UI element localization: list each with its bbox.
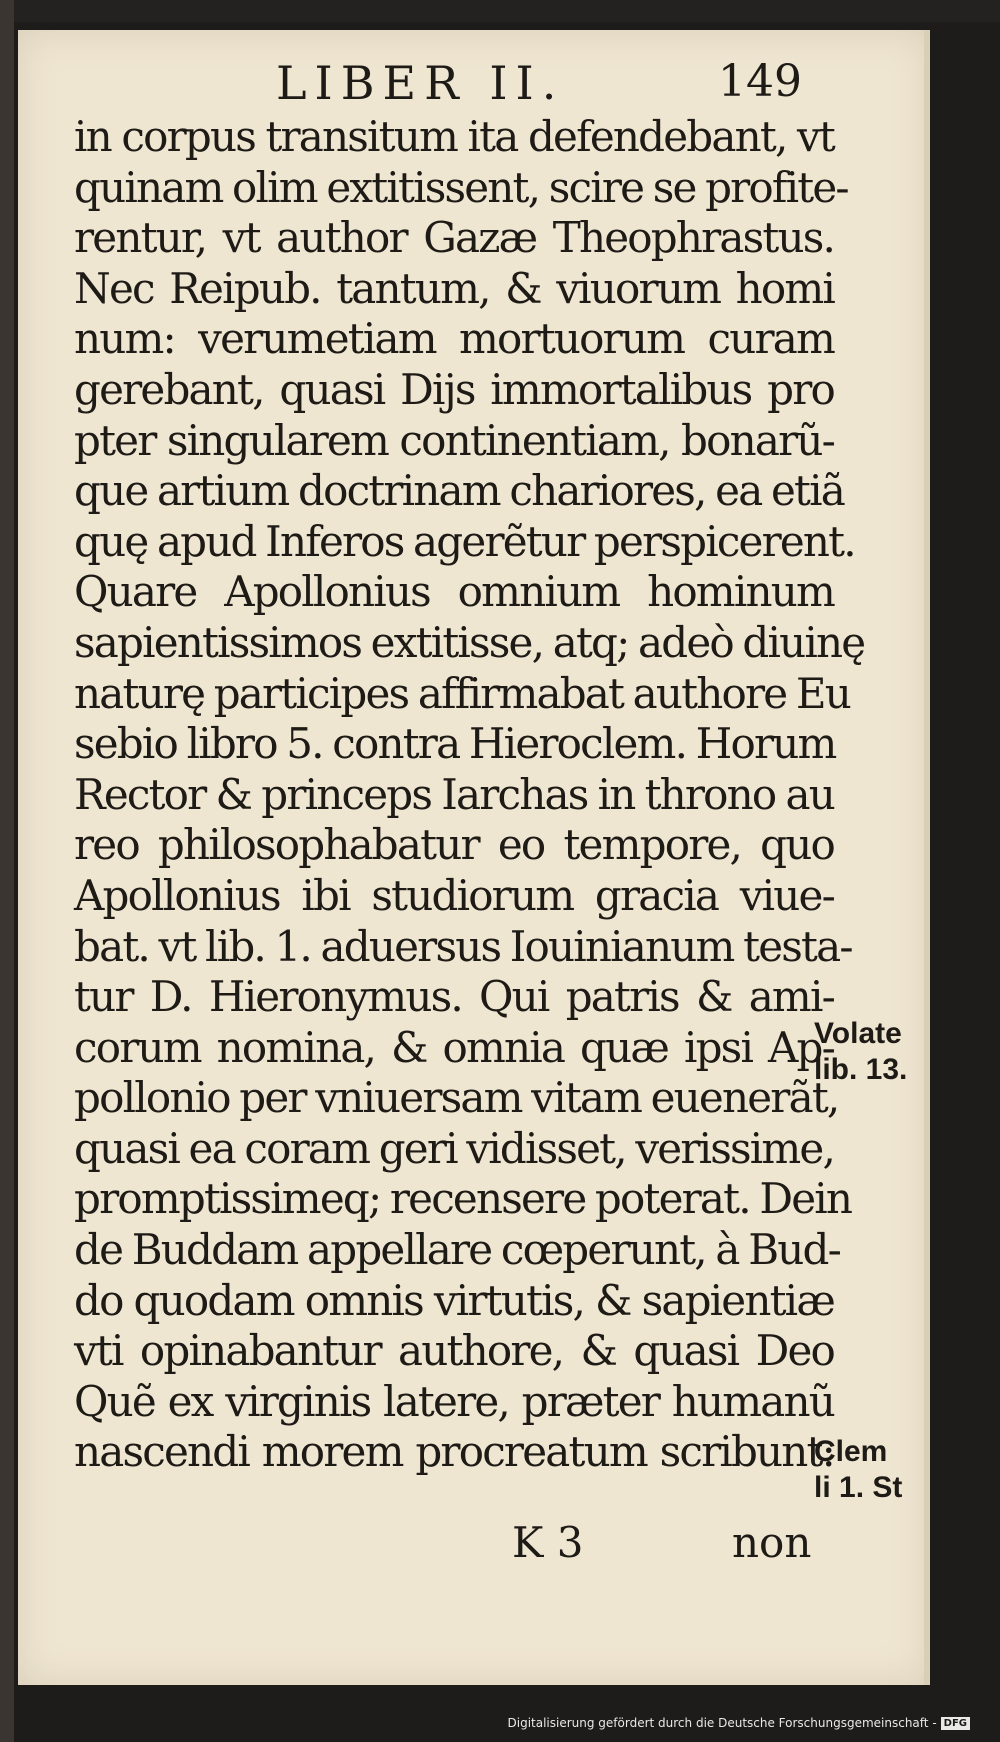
- text-line: que artium doctrinam chariores, ea etiã: [74, 466, 844, 516]
- text-line: bat. vt lib. 1. aduersus Iouinianum testa-: [74, 921, 852, 971]
- page-shadow: [924, 30, 930, 1685]
- text-line: vti opinabantur authore, & quasi Deo: [74, 1326, 834, 1376]
- marginal-note-line: Volate: [814, 1017, 902, 1050]
- text-line: Apollonius ibi studiorum gracia viue-: [74, 870, 834, 920]
- text-line: quę apud Inferos agerẽtur perspicerent.: [74, 516, 855, 566]
- text-line: pollonio per vniuersam vitam euenerãt,: [74, 1073, 839, 1123]
- text-line: naturę participes affirmabat authore Eu: [74, 668, 850, 718]
- text-line: in corpus transitum ita defendebant, vt: [74, 112, 834, 161]
- text-line: Rector & princeps Iarchas in throno au: [74, 769, 834, 819]
- text-line: gerebant, quasi Dijs immortalibus pro: [74, 364, 834, 414]
- catchword: non: [732, 1518, 812, 1567]
- running-title: LIBER II.: [276, 56, 565, 110]
- text-line: reo philosophabatur eo tempore, quo: [74, 820, 834, 870]
- marginal-note-bottom: [814, 1434, 902, 1506]
- text-line: sapientissimos extitisse, atq; adeò diuinę: [74, 617, 865, 667]
- signature-mark: K 3: [512, 1518, 584, 1567]
- marginal-note-line: Clem: [814, 1435, 888, 1468]
- marginal-note-line: lib. 13.: [814, 1053, 908, 1086]
- top-shadow: [0, 0, 1000, 22]
- text-line: de Buddam appellare cœperunt, à Bud-: [74, 1225, 840, 1275]
- text-line: Quẽ ex virginis latere, præter humanũ: [74, 1376, 834, 1426]
- book-edge: [0, 0, 14, 1742]
- credit-text: Digitalisierung gefördert durch die Deutsche Forschungsgemeinschaft -: [507, 1716, 937, 1730]
- text-line: quinam olim extitissent, scire se profite-: [74, 162, 848, 212]
- page-footer: [18, 1518, 930, 1578]
- text-line: corum nomina, & omnia quæ ipsi Ap-: [74, 1022, 834, 1072]
- digitization-credit: [508, 1716, 971, 1730]
- text-line: quasi ea coram geri vidisset, verissime,: [74, 1123, 834, 1173]
- marginal-note-top: [814, 1016, 907, 1088]
- text-line: sebio libro 5. contra Hieroclem. Horum: [74, 719, 836, 769]
- text-line: pter singularem continentiam, bonarũ-: [74, 415, 834, 465]
- book-page: [18, 30, 930, 1685]
- text-line: nascendi morem procreatum scribunt:: [74, 1427, 834, 1477]
- page-number: 149: [718, 56, 802, 107]
- text-line: promptissimeq; recensere poterat. Dein: [74, 1174, 852, 1224]
- text-line: Nec Reipub. tantum, & viuorum homi: [74, 263, 834, 313]
- text-line: Quare Apollonius omnium hominum: [74, 567, 834, 617]
- text-line: num: verumetiam mortuorum curam: [74, 314, 834, 364]
- text-line: tur D. Hieronymus. Qui patris & ami-: [74, 972, 834, 1022]
- text-line: rentur, vt author Gazæ Theophrastus.: [74, 213, 834, 263]
- text-line: do quodam omnis virtutis, & sapientiæ: [74, 1275, 834, 1325]
- dfg-logo: DFG: [941, 1717, 970, 1730]
- marginal-note-line: li 1. St: [814, 1471, 903, 1504]
